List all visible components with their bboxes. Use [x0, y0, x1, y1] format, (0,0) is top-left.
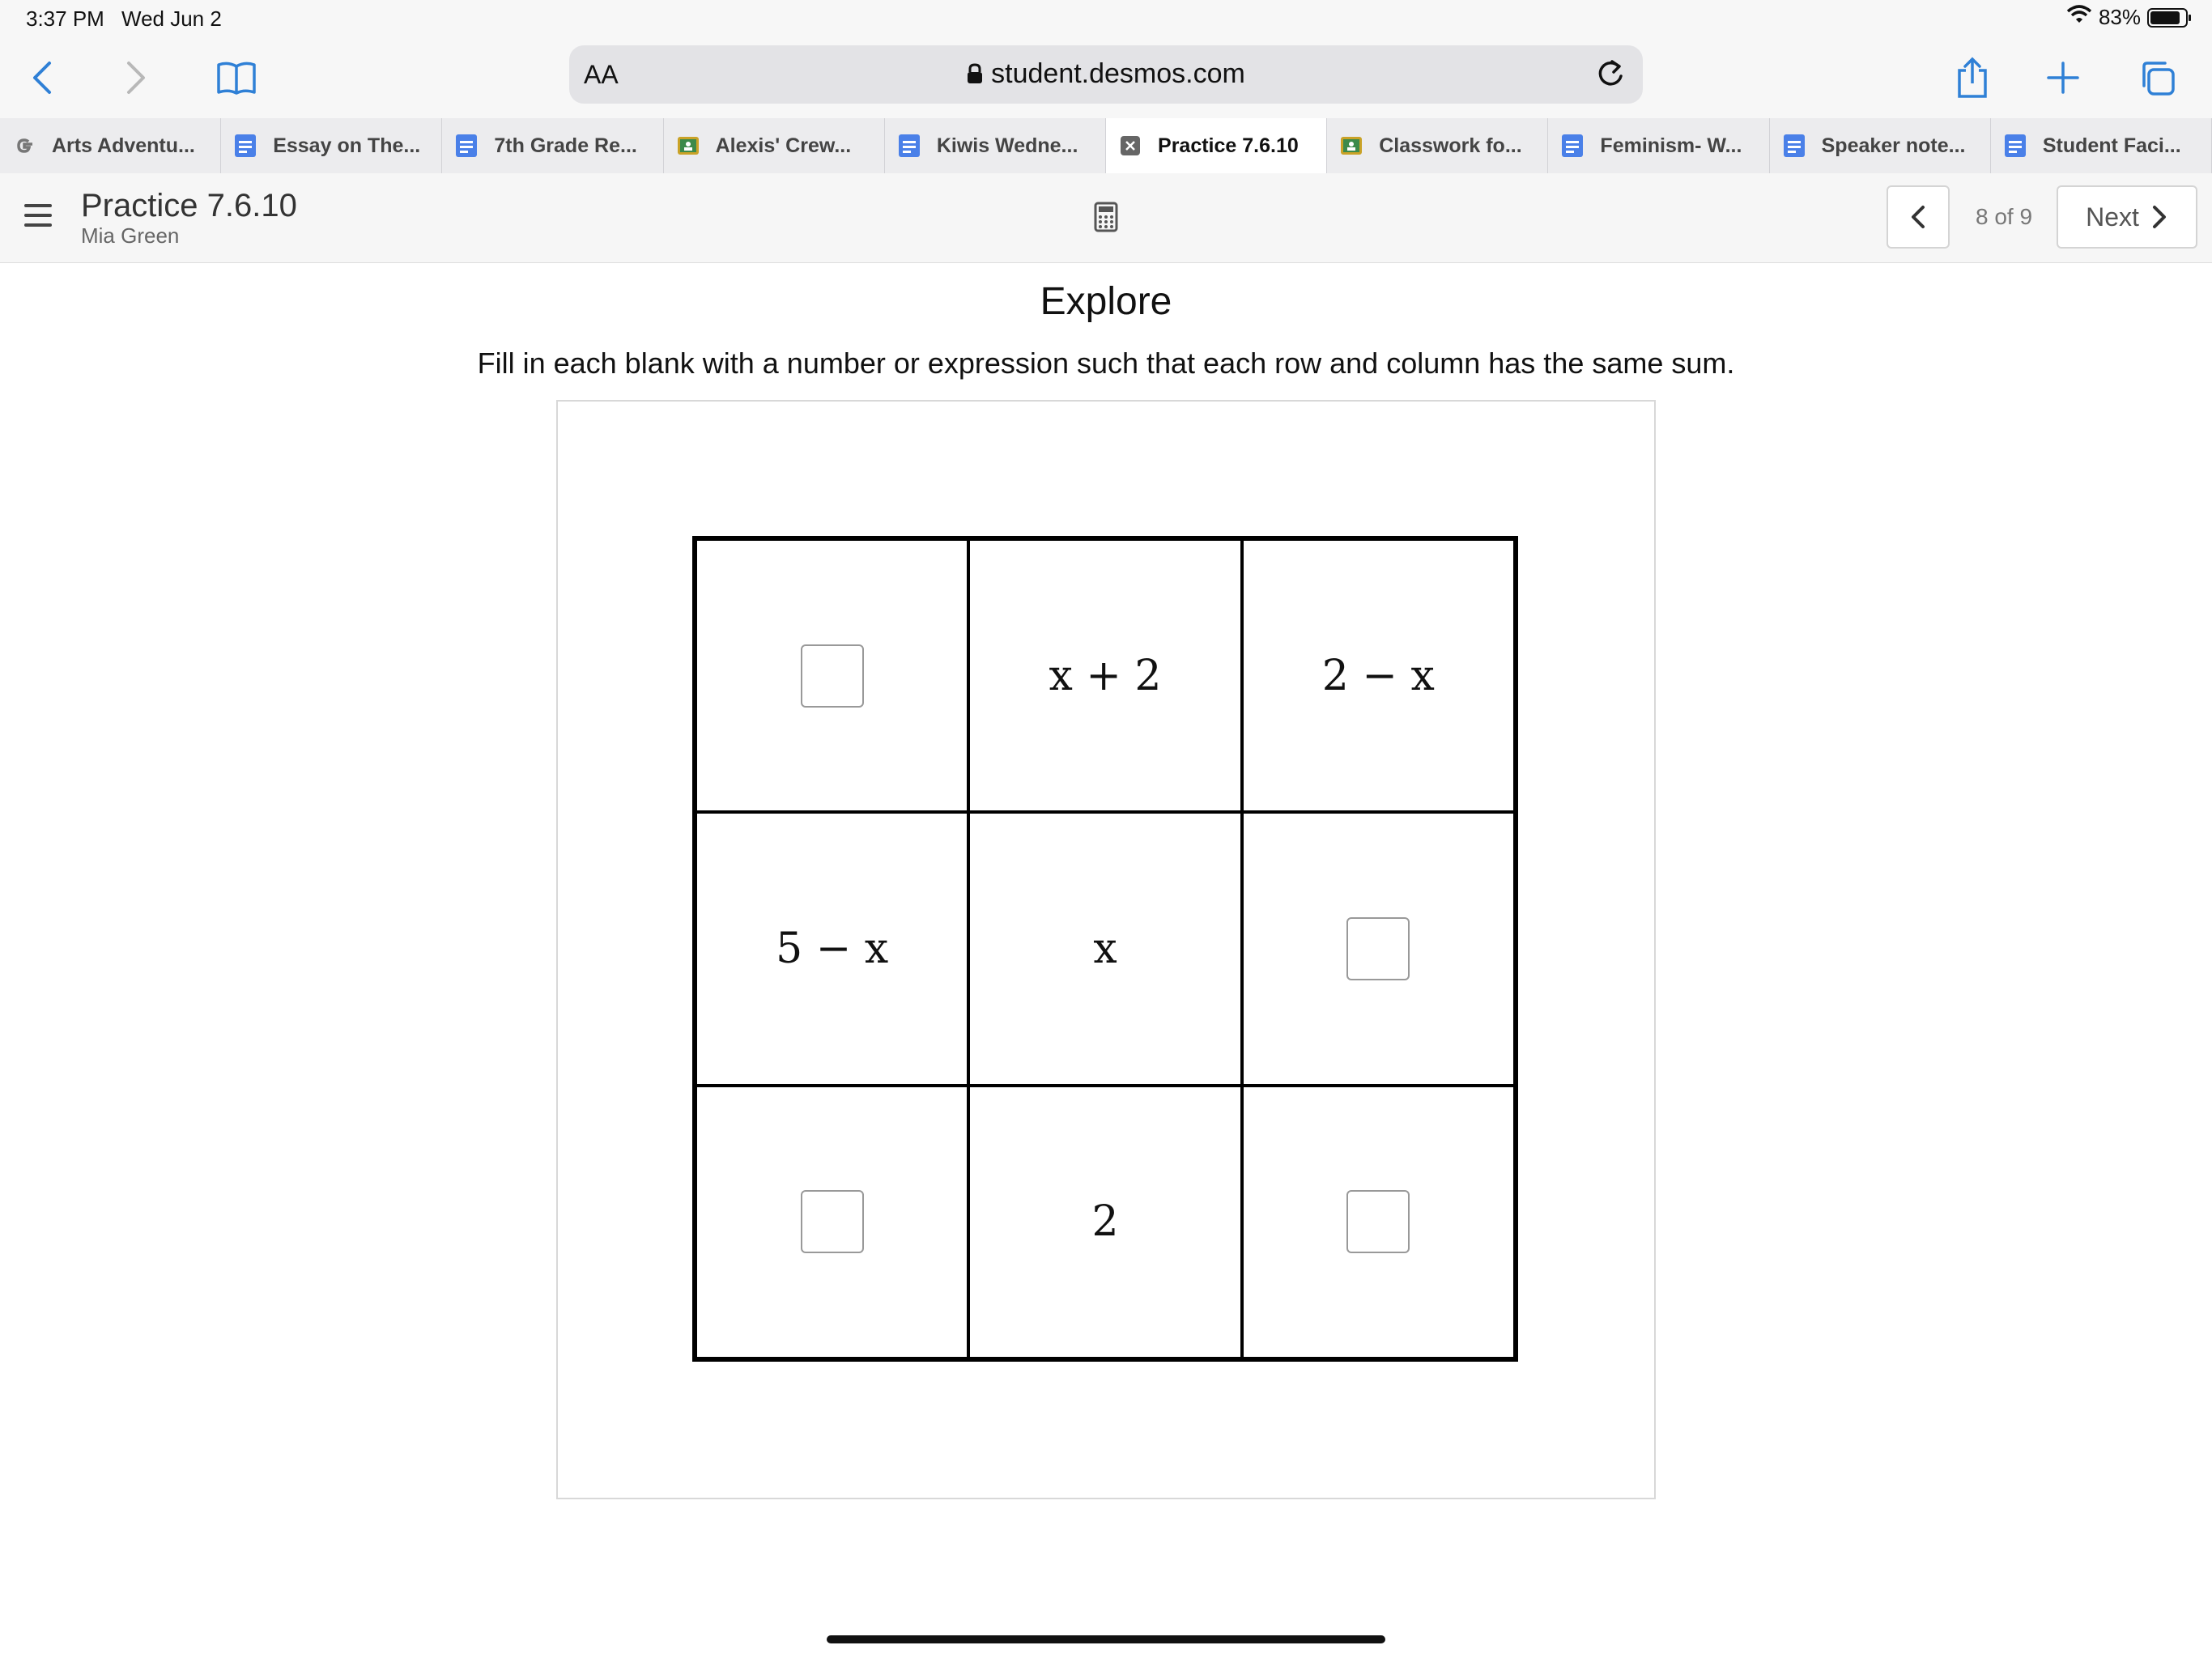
chevron-left-icon: [30, 60, 54, 96]
tab-label: Feminism- W...: [1600, 134, 1742, 157]
tab-label: Kiwis Wedne...: [936, 134, 1078, 157]
docs-icon: [898, 134, 921, 157]
tab-classwork[interactable]: [1327, 118, 1548, 173]
tab-label: Practice 7.6.10: [1158, 134, 1299, 157]
screen-heading: Explore: [1040, 280, 1172, 323]
battery-icon: [2147, 8, 2188, 28]
cell-r1c3: [1242, 539, 1515, 812]
url-wrap: [569, 58, 1643, 91]
magic-square-grid: [692, 536, 1518, 1362]
tab-speaker-notes[interactable]: [1770, 118, 1991, 173]
docs-icon: [1783, 134, 1806, 157]
classroom-icon: [1340, 134, 1363, 157]
instructions: Fill in each blank with a number or expression such that each row and column has the same sum.: [477, 346, 1735, 380]
cell-value: x: [1093, 924, 1117, 973]
wifi-icon: [2066, 5, 2092, 30]
hamburger-menu-icon[interactable]: [24, 204, 52, 233]
close-tab-icon[interactable]: [1119, 134, 1142, 157]
blank-input-r1c1[interactable]: [801, 644, 864, 708]
chevron-right-icon: [2150, 204, 2168, 230]
tab-feminism[interactable]: [1548, 118, 1769, 173]
tab-student-facilitator[interactable]: [1991, 118, 2212, 173]
reload-icon: [1593, 57, 1628, 92]
share-button[interactable]: [1946, 52, 1998, 104]
tab-alexis-crew[interactable]: [664, 118, 885, 173]
previous-screen-button[interactable]: [1887, 185, 1950, 249]
activity-header: [0, 173, 2212, 263]
cell-r2c3: [1242, 812, 1515, 1085]
cell-r1c2: [968, 539, 1241, 812]
bookmarks-button[interactable]: [211, 52, 262, 104]
chevron-left-icon: [1909, 204, 1927, 230]
reader-options-button[interactable]: AA: [584, 60, 619, 89]
docs-icon: [1561, 134, 1584, 157]
cell-value: x + 2: [1049, 651, 1162, 700]
new-tab-button[interactable]: [2037, 52, 2089, 104]
classroom-icon: [677, 134, 700, 157]
activity-title: Practice 7.6.10: [81, 188, 297, 223]
chevron-right-icon: [124, 60, 148, 96]
plus-icon: [2045, 60, 2081, 96]
battery-percent: 83%: [2098, 5, 2141, 29]
cell-value: 2: [1091, 1197, 1119, 1247]
url-text: student.desmos.com: [991, 58, 1245, 89]
tab-label: Arts Adventu...: [52, 134, 195, 157]
calculator-button[interactable]: [1090, 201, 1122, 233]
share-icon: [1955, 56, 1990, 100]
status-bar: [0, 0, 2212, 39]
next-label: Next: [2086, 202, 2139, 232]
cell-r2c1: [696, 812, 968, 1085]
cell-value: 5 − x: [776, 924, 889, 973]
cell-r3c3: [1242, 1086, 1515, 1358]
back-button[interactable]: [16, 52, 68, 104]
cell-r3c1: [696, 1086, 968, 1358]
student-name: Mia Green: [81, 223, 180, 248]
tab-essay[interactable]: [221, 118, 442, 173]
status-time: 3:37 PM: [26, 6, 104, 31]
status-right: [2066, 5, 2188, 30]
tab-label: Student Faci...: [2042, 134, 2181, 157]
google-icon: [13, 134, 36, 157]
docs-icon: [234, 134, 257, 157]
cell-r2c2: [968, 812, 1241, 1085]
cell-value: 2 − x: [1321, 651, 1435, 700]
home-indicator[interactable]: [827, 1635, 1385, 1643]
cell-r1c1: [696, 539, 968, 812]
tab-overview-button[interactable]: [2131, 52, 2183, 104]
docs-icon: [455, 134, 478, 157]
tab-label: Alexis' Crew...: [715, 134, 852, 157]
docs-icon: [2004, 134, 2027, 157]
tab-label: Classwork fo...: [1379, 134, 1522, 157]
tabs-icon: [2138, 58, 2176, 97]
calculator-icon: [1090, 201, 1122, 233]
browser-toolbar: [0, 39, 2212, 118]
reload-button[interactable]: [1593, 57, 1628, 92]
tab-strip: [0, 118, 2212, 174]
status-date: Wed Jun 2: [121, 6, 222, 31]
next-screen-button[interactable]: [2057, 185, 2197, 249]
tab-arts-adventure[interactable]: [0, 118, 221, 173]
address-bar[interactable]: [569, 45, 1643, 104]
cell-r3c2: [968, 1086, 1241, 1358]
forward-button[interactable]: [110, 52, 162, 104]
tab-label: 7th Grade Re...: [494, 134, 637, 157]
tab-label: Speaker note...: [1821, 134, 1966, 157]
tab-practice-active[interactable]: [1106, 118, 1327, 173]
page-indicator: 8 of 9: [1975, 204, 2033, 229]
blank-input-r3c3[interactable]: [1346, 1190, 1410, 1253]
lock-icon: [967, 60, 983, 91]
tab-label: Essay on The...: [273, 134, 421, 157]
tab-7th-grade[interactable]: [442, 118, 663, 173]
book-icon: [215, 60, 257, 96]
tab-kiwis[interactable]: [885, 118, 1106, 173]
blank-input-r2c3[interactable]: [1346, 917, 1410, 980]
blank-input-r3c1[interactable]: [801, 1190, 864, 1253]
